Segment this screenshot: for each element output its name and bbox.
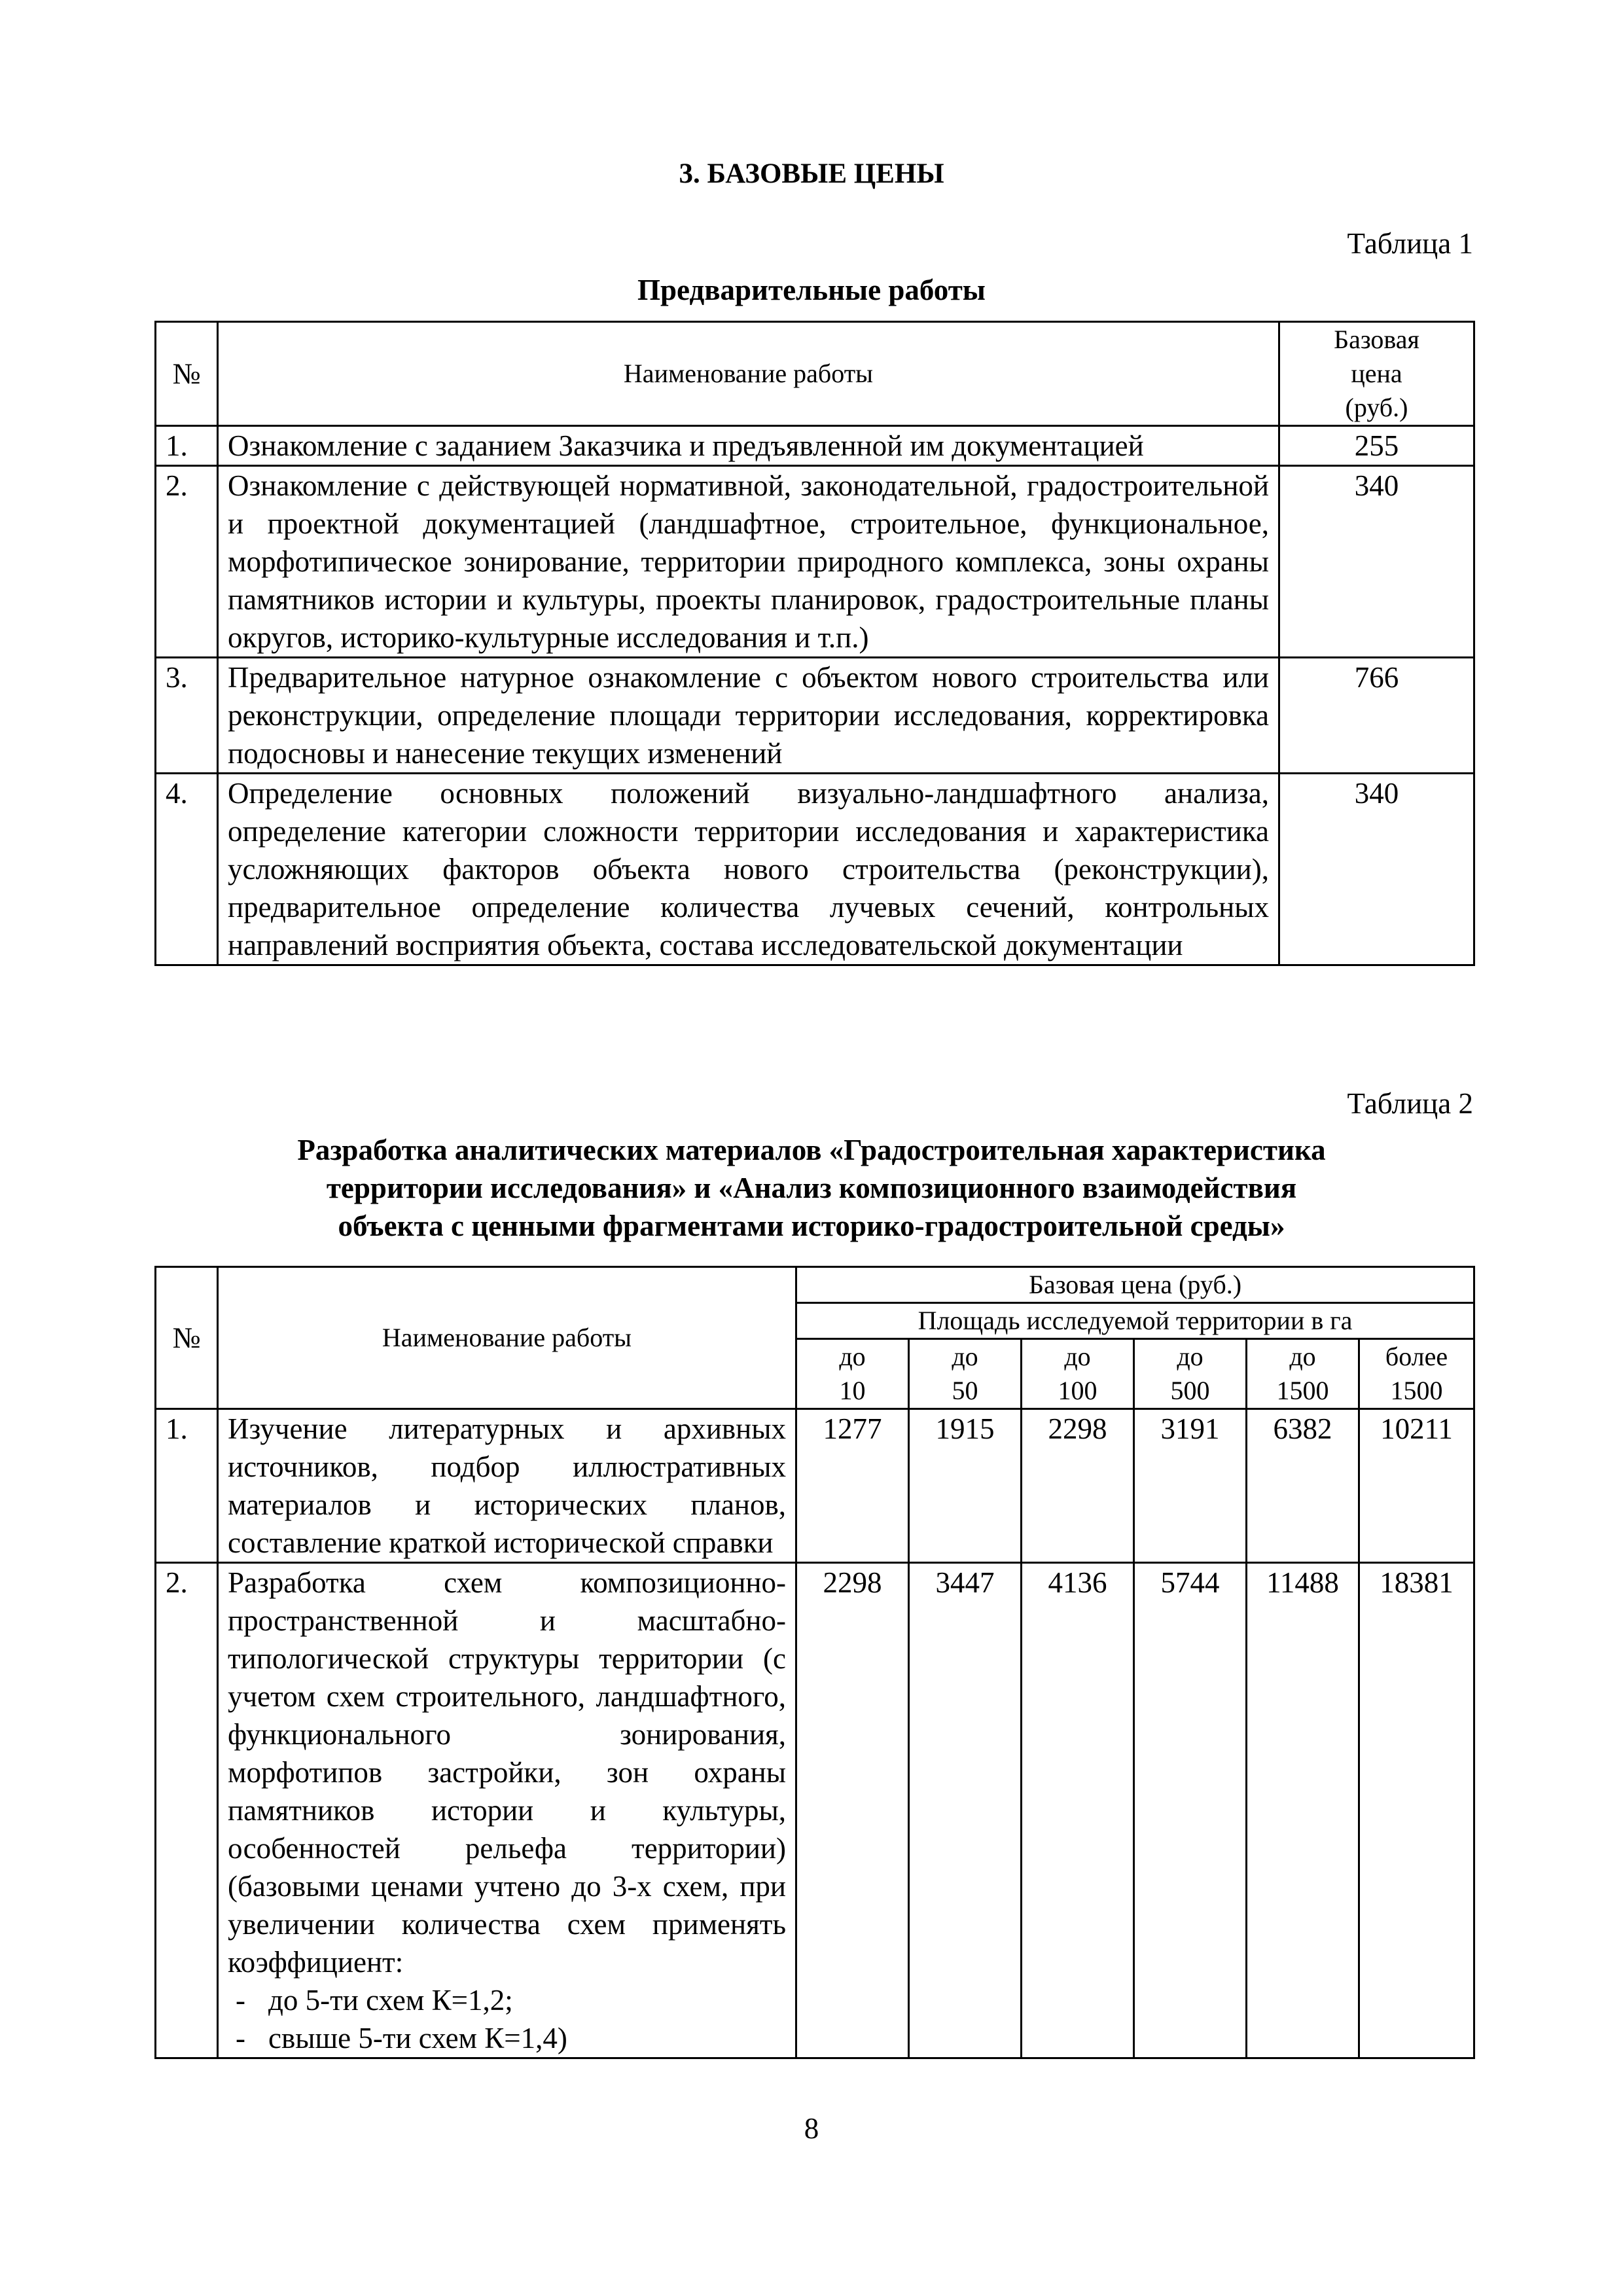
row-number: 4. [156, 774, 218, 965]
price-cell: 4136 [1022, 1563, 1134, 2058]
base-price: 340 [1279, 466, 1474, 658]
work-name: Разработка схем композиционно-пространственной и масштабно-типологической структуры территории (с учетом схем строительного, ландшафтного, функционального зонирования, морфотипов застройки, зон охраны памятников истории и культуры, особенностей рельефа территории) (базовыми ценами учтено до 3-х схем, при увеличении количества схем применять коэффициент: [228, 1566, 786, 1979]
area-column-header-line2: 50 [952, 1376, 978, 1405]
list-item: - свыше 5-ти схем К=1,4) [236, 2022, 567, 2054]
work-name: Изучение литературных и архивных источников, подбор иллюстративных материалов и исторических планов, составление краткой исторической справки [218, 1409, 796, 1563]
price-cell: 1277 [796, 1409, 909, 1563]
table1-caption: Предварительные работы [637, 274, 986, 306]
table-row [156, 658, 1474, 774]
table1-header-price [1279, 322, 1474, 426]
table2-header-name: Наименование работы [218, 1267, 796, 1409]
table-row [156, 426, 1474, 466]
area-column-header-line2: 1500 [1390, 1376, 1443, 1405]
price-cell: 2298 [1022, 1409, 1134, 1563]
work-name: Предварительное натурное ознакомление с объектом нового строительства или реконструкции, определение площади территории исследования, корректировка подосновы и нанесение текущих изменений [218, 658, 1279, 774]
work-name: Ознакомление с заданием Заказчика и предъявленной им документацией [218, 426, 1279, 466]
area-column-header-line1: до [839, 1342, 866, 1371]
price-cell: 3447 [909, 1563, 1022, 2058]
table2-caption [0, 1131, 1623, 1245]
area-column-header [909, 1339, 1022, 1409]
table2-caption-line1: Разработка аналитических материалов «Градостроительная характеристика [297, 1134, 1326, 1166]
area-column-header [1359, 1339, 1474, 1409]
area-column-header-line1: до [1177, 1342, 1204, 1371]
table2-caption-line2: территории исследования» и «Анализ композиционного взаимодействия [326, 1172, 1297, 1204]
table1-header-price-line2: цена [1351, 359, 1402, 388]
area-column-header-line1: до [1064, 1342, 1091, 1371]
area-column-header-line2: 100 [1058, 1376, 1097, 1405]
price-cell: 11488 [1247, 1563, 1359, 2058]
table1-number-label: Таблица 1 [1347, 227, 1473, 260]
list-item-text: свыше 5-ти схем К=1,4) [268, 2022, 567, 2054]
row-number: 3. [156, 658, 218, 774]
area-column-header [1247, 1339, 1359, 1409]
price-cell: 5744 [1134, 1563, 1247, 2058]
table-row [156, 466, 1474, 658]
table1-header-price-line1: Базовая [1334, 325, 1419, 354]
table1-header-no: № [156, 322, 218, 426]
table1 [154, 321, 1475, 966]
price-cell: 1915 [909, 1409, 1022, 1563]
row-number: 2. [156, 1563, 218, 2058]
area-column-header-line1: более [1385, 1342, 1448, 1371]
list-item-text: до 5-ти схем К=1,2; [268, 1984, 513, 2017]
area-column-header [796, 1339, 909, 1409]
base-price: 766 [1279, 658, 1474, 774]
price-cell: 3191 [1134, 1409, 1247, 1563]
table1-header-name: Наименование работы [218, 322, 1279, 426]
table2-number-label: Таблица 2 [1347, 1087, 1473, 1120]
area-column-header-line2: 500 [1170, 1376, 1210, 1405]
table2-caption-line3: объекта с ценными фрагментами историко-градостроительной среды» [338, 1210, 1285, 1242]
page-number: 8 [804, 2112, 819, 2145]
table1-header-row [156, 322, 1474, 426]
table1-header-price-line3: (руб.) [1345, 393, 1408, 422]
list-item: - до 5-ти схем К=1,2; [236, 1984, 513, 2017]
price-cell: 10211 [1359, 1409, 1474, 1563]
row-number: 1. [156, 426, 218, 466]
table-row [156, 1409, 1474, 1563]
table2-header-price-group: Базовая цена (руб.) [796, 1267, 1474, 1303]
table2-header-no: № [156, 1267, 218, 1409]
table2 [154, 1266, 1475, 2059]
price-cell: 6382 [1247, 1409, 1359, 1563]
table-row [156, 1563, 1474, 2058]
work-name: Определение основных положений визуально-ландшафтного анализа, определение категории сложности территории исследования и характеристика усложняющих факторов объекта нового строительства (реконструкции), предварительное определение количества лучевых сечений, контрольных направлений восприятия объекта, состава исследовательской документации [218, 774, 1279, 965]
section-title: 3. БАЗОВЫЕ ЦЕНЫ [679, 158, 944, 189]
base-price: 340 [1279, 774, 1474, 965]
row-number: 1. [156, 1409, 218, 1563]
price-cell: 2298 [796, 1563, 909, 2058]
row-number: 2. [156, 466, 218, 658]
area-column-header-line2: 10 [839, 1376, 866, 1405]
table2-header-area-group: Площадь исследуемой территории в га [796, 1303, 1474, 1339]
area-column-header-line2: 1500 [1276, 1376, 1329, 1405]
area-column-header-line1: до [1289, 1342, 1316, 1371]
table-row [156, 774, 1474, 965]
price-cell: 18381 [1359, 1563, 1474, 2058]
work-name: Ознакомление с действующей нормативной, законодательной, градостроительной и проектной документацией (ландшафтное, строительное, функциональное, морфотипическое зонирование, территории природного комплекса, зоны охраны памятников истории и культуры, проекты планировок, градостроительные планы округов, историко-культурные исследования и т.п.) [218, 466, 1279, 658]
area-column-header [1022, 1339, 1134, 1409]
area-column-header [1134, 1339, 1247, 1409]
work-name-cell [218, 1563, 796, 2058]
area-column-header-line1: до [952, 1342, 978, 1371]
table2-header-row-1 [156, 1267, 1474, 1303]
base-price: 255 [1279, 426, 1474, 466]
